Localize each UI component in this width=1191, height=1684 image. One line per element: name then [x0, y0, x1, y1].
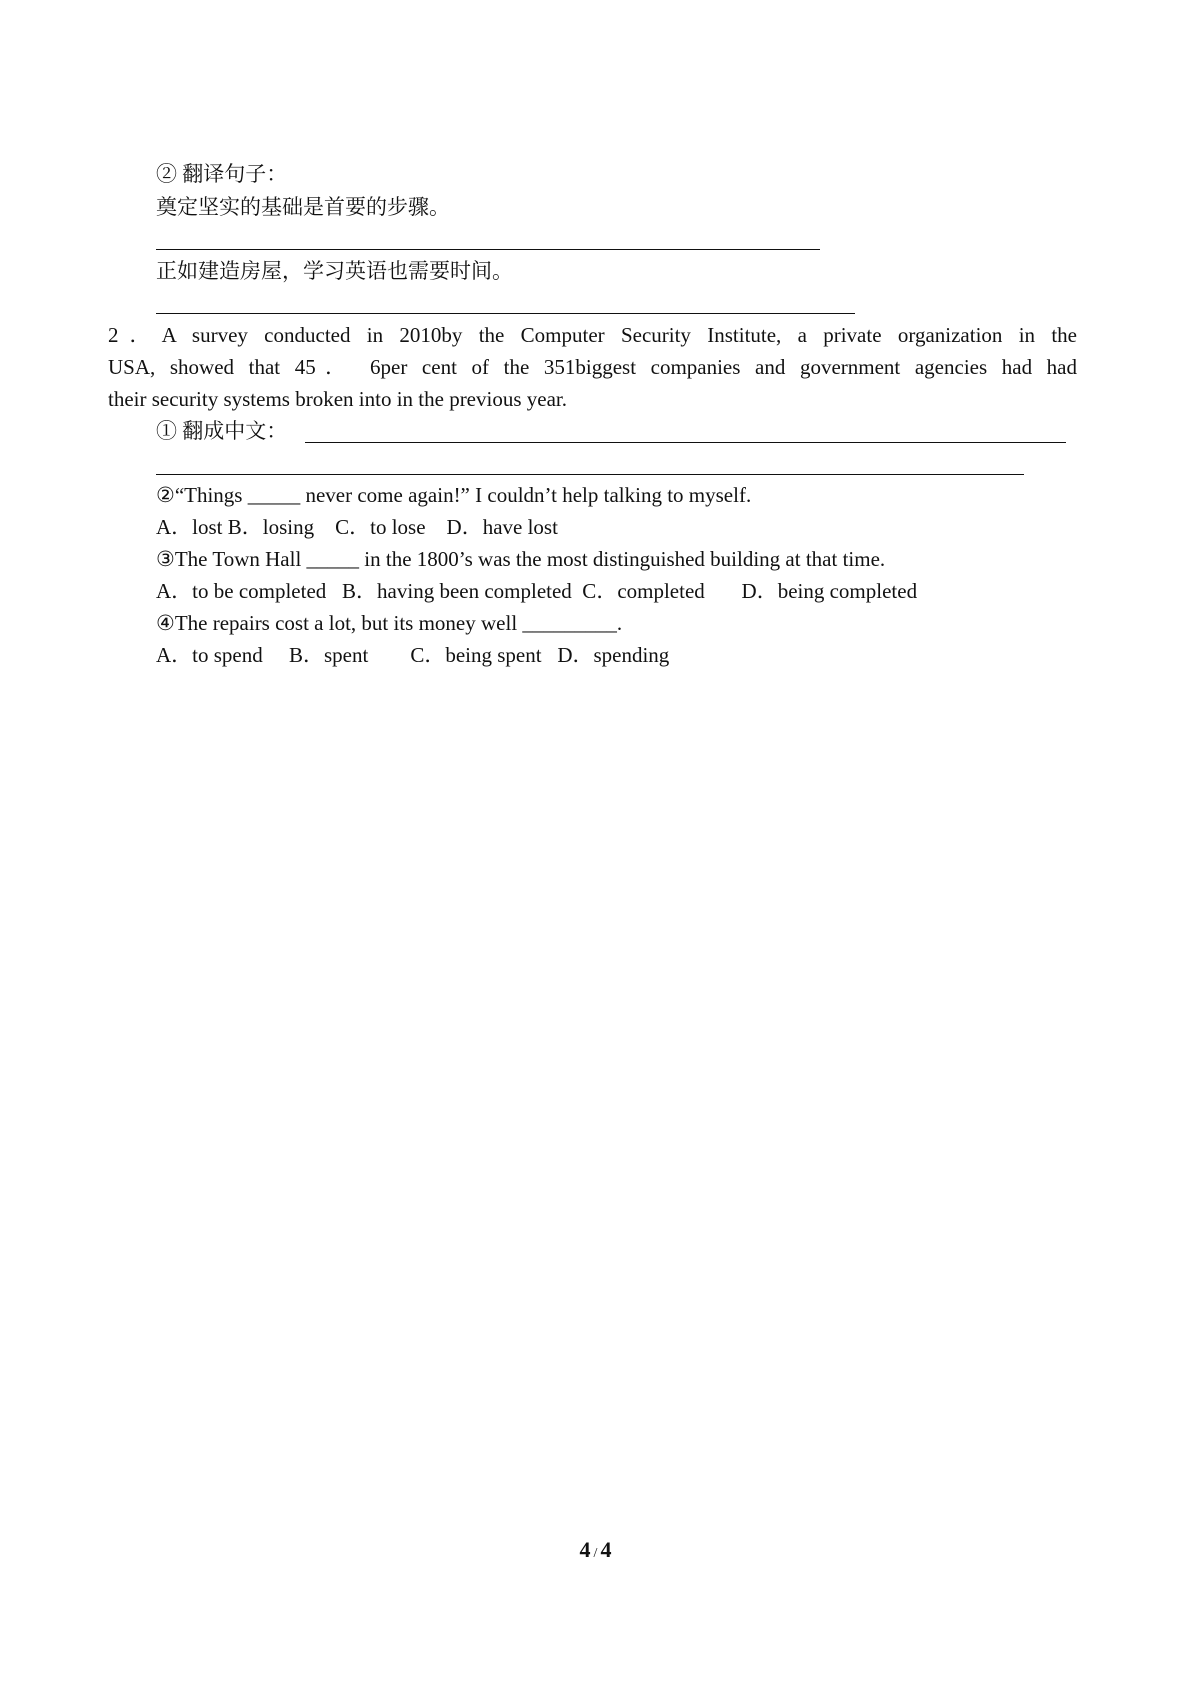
item-3-question: ③The Town Hall _____ in the 1800’s was the most distinguished building at that time. — [156, 547, 886, 571]
q2-paragraph-line-2: USA, showed that 45． 6per cent of the 351biggest companies and government agencies had had — [108, 355, 1077, 379]
translate-answer-line-2[interactable] — [156, 474, 1024, 475]
translate-answer-line-1[interactable] — [305, 442, 1066, 443]
page-separator: / — [593, 1546, 598, 1561]
answer-line-b[interactable] — [156, 313, 855, 314]
page-total: 4 — [600, 1537, 612, 1562]
item-4-options[interactable]: A．to spend B．spent C．being spent D．spending — [156, 643, 670, 667]
item-2-heading: ② 翻译句子： — [156, 162, 288, 186]
item-2-options[interactable]: A．lost B．losing C．to lose D．have lost — [156, 515, 558, 539]
item-3-options[interactable]: A．to be completed B．having been completed C．completed D．being completed — [156, 579, 918, 603]
sentence-a: 奠定坚实的基础是首要的步骤。 — [156, 195, 450, 219]
q2-paragraph-line-3: their security systems broken into in the previous year. — [108, 387, 567, 411]
page-current: 4 — [579, 1537, 591, 1562]
q2-paragraph-line-1: 2．A survey conducted in 2010by the Computer Security Institute, a private organization in the — [108, 323, 1077, 347]
item-2-question: ②“Things _____ never come again!” I couldn’t help talking to myself. — [156, 483, 752, 507]
sentence-b: 正如建造房屋，学习英语也需要时间。 — [156, 259, 513, 283]
item-4-question: ④The repairs cost a lot, but its money well _________. — [156, 611, 623, 635]
translate-label: ① 翻成中文： — [156, 419, 288, 443]
answer-line-a[interactable] — [156, 249, 820, 250]
page-number — [0, 1537, 1191, 1563]
